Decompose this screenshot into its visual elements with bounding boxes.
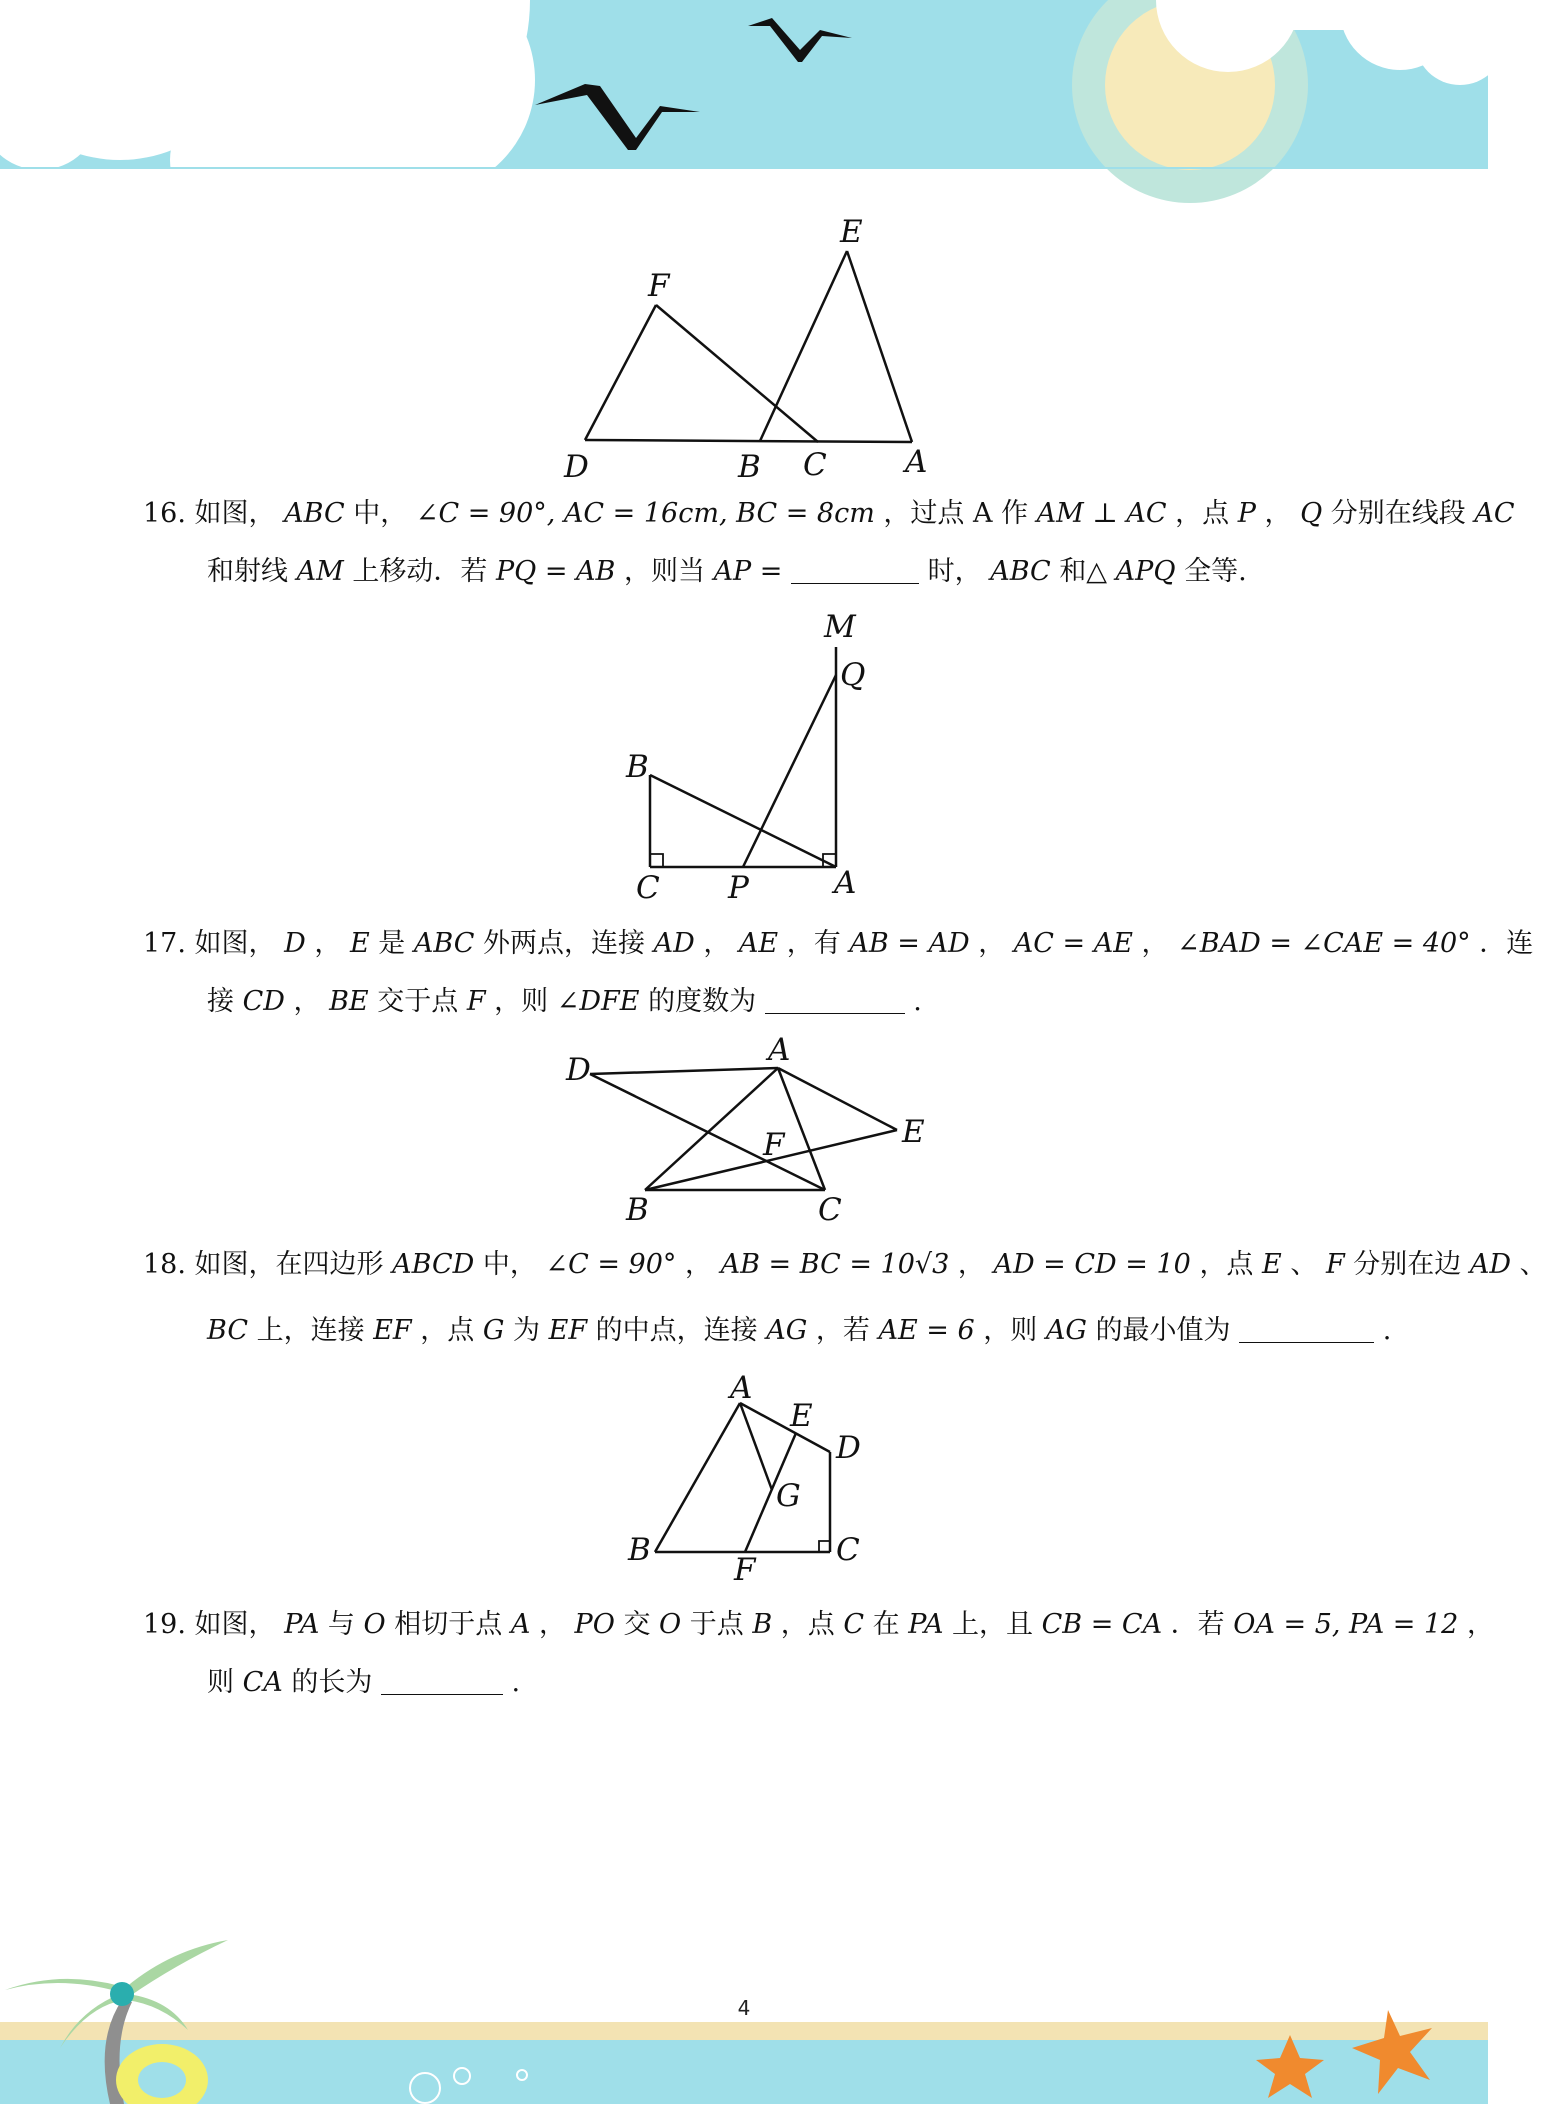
text: ，有 [786, 928, 850, 959]
label-d: D [566, 1052, 591, 1088]
answer-blank[interactable] [1239, 1312, 1374, 1343]
math: AM [296, 556, 344, 587]
math: EF [548, 1315, 588, 1346]
math: APQ [1115, 556, 1176, 587]
text: 全等. [1184, 556, 1247, 587]
math: BE [329, 986, 369, 1017]
label-a: A [730, 1370, 753, 1406]
label-e: E [840, 214, 863, 250]
text: 于点 [689, 1609, 753, 1640]
text: 和射线 [207, 556, 297, 587]
math: AP = [713, 556, 783, 587]
geometry-diagram [560, 205, 940, 495]
math: PO [574, 1609, 615, 1640]
math: Q [1300, 498, 1323, 529]
text: ，则 [494, 986, 557, 1017]
label-c: C [818, 1192, 842, 1228]
text: 接 [207, 986, 243, 1017]
header-sky-decoration [0, 0, 1488, 168]
segment-ea [847, 251, 912, 442]
segment-ae [778, 1068, 897, 1130]
math: ∠C = 90° [545, 1249, 677, 1280]
text: 交于点 [377, 986, 467, 1017]
segment-ad [740, 1403, 830, 1452]
text: ，点 [1199, 1249, 1263, 1280]
math: AG [1045, 1315, 1087, 1346]
question-17-line-2 [143, 982, 1533, 1022]
math: G [482, 1315, 505, 1346]
text: 的度数为 [648, 986, 757, 1017]
text: ．若 [1170, 1609, 1234, 1640]
math: E [349, 928, 370, 959]
answer-blank[interactable] [791, 553, 919, 584]
label-c: C [636, 870, 660, 906]
segment-be [760, 251, 847, 441]
segment-ag [740, 1403, 772, 1490]
label-e: E [902, 1114, 925, 1150]
question-19-line-2 [143, 1663, 1494, 1703]
text: 的最小值为 [1095, 1315, 1231, 1346]
segment-ac [778, 1068, 825, 1190]
text: 、 [1519, 1249, 1547, 1280]
text: ，点 [1175, 498, 1238, 529]
text: 分别在线段 [1330, 498, 1475, 529]
math: AG [766, 1315, 808, 1346]
label-p: P [728, 870, 749, 906]
math: A [510, 1609, 531, 1640]
geometry-diagram [560, 1030, 940, 1230]
segment-pq [743, 675, 836, 867]
label-b: B [628, 1532, 651, 1568]
right-angle-c [650, 854, 663, 867]
text: 如图， [194, 498, 276, 529]
text: . [1382, 1315, 1392, 1346]
question-number: 19. [143, 1609, 186, 1640]
text: ，过点 A 作 [883, 498, 1037, 529]
text: ， [978, 928, 1006, 959]
math: PQ = AB [495, 556, 616, 587]
text: ， [1466, 1609, 1494, 1640]
text: 如图， [194, 928, 276, 959]
label-a: A [905, 444, 928, 480]
math: ABC [284, 498, 345, 529]
text: 与 [327, 1609, 364, 1640]
question-number: 18. [143, 1249, 186, 1280]
math: AB = BC = 10√3 [720, 1249, 950, 1280]
math: AD [1469, 1249, 1512, 1280]
math: BC [207, 1315, 249, 1346]
label-d: D [564, 449, 589, 485]
label-a: A [834, 865, 857, 901]
question-16 [143, 494, 1515, 592]
text: 如图，在四边形 [194, 1249, 393, 1280]
label-a: A [768, 1032, 791, 1068]
segment-ab [655, 1403, 740, 1552]
label-g: G [776, 1478, 801, 1514]
text: ， [293, 986, 321, 1017]
sea-strip [0, 2038, 1488, 2104]
math: PA [908, 1609, 944, 1640]
math: D [284, 928, 306, 959]
math: AC = AE [1013, 928, 1133, 959]
math: F [466, 986, 486, 1017]
question-16-line-2 [143, 552, 1515, 592]
answer-blank[interactable] [381, 1664, 503, 1695]
text: 相切于点 [394, 1609, 511, 1640]
math: C [843, 1609, 865, 1640]
text: ，点 [780, 1609, 844, 1640]
label-d: D [836, 1430, 861, 1466]
right-angle-c [819, 1541, 830, 1552]
text: ，点 [420, 1315, 483, 1346]
label-f: F [648, 268, 670, 304]
text: ， [957, 1249, 985, 1280]
text: 在 [872, 1609, 909, 1640]
math: O [659, 1609, 682, 1640]
math: E [1262, 1249, 1282, 1280]
text: 分别在边 [1353, 1249, 1470, 1280]
math: OA = 5, PA = 12 [1233, 1609, 1459, 1640]
text: ， [314, 928, 342, 959]
label-b: B [626, 749, 649, 785]
math: AE = 6 [878, 1315, 975, 1346]
segment-da [590, 1068, 778, 1074]
label-f: F [734, 1552, 756, 1588]
text: 如图， [194, 1609, 276, 1640]
math: B [752, 1609, 773, 1640]
math: ABC [413, 928, 475, 959]
answer-blank[interactable] [765, 983, 905, 1014]
figure-16 [610, 605, 910, 910]
question-18-line-2 [143, 1311, 1547, 1351]
label-b: B [626, 1192, 649, 1228]
text: 上，连接 [256, 1315, 374, 1346]
math: CA [242, 1667, 283, 1698]
math: F [1325, 1249, 1345, 1280]
text: ， [538, 1609, 566, 1640]
text: 的中点，连接 [595, 1315, 767, 1346]
segment-ba [650, 775, 836, 867]
text: ，若 [815, 1315, 879, 1346]
math: AM ⊥ AC [1036, 498, 1167, 529]
label-e: E [790, 1398, 813, 1434]
text: 外两点，连接 [482, 928, 654, 959]
text: 中， [482, 1249, 537, 1280]
coconut-icon [110, 1982, 134, 2006]
text: 、 [1290, 1249, 1318, 1280]
question-17 [143, 924, 1533, 1022]
text: ， [1141, 928, 1169, 959]
label-c: C [836, 1532, 860, 1568]
segment-fc [656, 305, 818, 442]
text: ，则 [983, 1315, 1046, 1346]
math: AE [738, 928, 779, 959]
segment-df [585, 305, 656, 440]
text: . [913, 986, 922, 1017]
figure-17 [560, 1030, 940, 1230]
math: P [1237, 498, 1256, 529]
text: 交 [623, 1609, 660, 1640]
math: O [363, 1609, 386, 1640]
math: CB = CA [1041, 1609, 1163, 1640]
math: ∠C = 90°, AC = 16cm, BC = 8cm [415, 498, 875, 529]
text: 上，且 [952, 1609, 1042, 1640]
text: 中， [353, 498, 408, 529]
text: 为 [513, 1315, 549, 1346]
cloud-left-icon [0, 0, 535, 220]
question-19 [143, 1605, 1494, 1703]
label-m: M [824, 609, 856, 645]
label-f: F [763, 1127, 785, 1163]
math: AB = AD [849, 928, 970, 959]
math: AD [653, 928, 695, 959]
text: ．连 [1479, 928, 1534, 959]
text: ， [685, 1249, 713, 1280]
figure-18 [620, 1370, 900, 1588]
math: PA [284, 1609, 320, 1640]
text: 是 [378, 928, 414, 959]
label-c: C [803, 447, 827, 483]
math: ∠BAD = ∠CAE = 40° [1177, 928, 1471, 959]
geometry-diagram [620, 1370, 900, 1588]
question-number: 16. [143, 498, 186, 529]
text: 时， [927, 556, 982, 587]
text: ， [1264, 498, 1292, 529]
footer-beach-decoration [0, 1930, 1488, 2104]
math: ABCD [392, 1249, 475, 1280]
segment-da [585, 440, 912, 442]
segment-ab [645, 1068, 778, 1190]
label-q: Q [840, 657, 866, 693]
text: ， [703, 928, 731, 959]
math: ∠DFE [556, 986, 640, 1017]
page-number: 4 [737, 1996, 751, 2020]
text: 则 [207, 1667, 243, 1698]
sand-strip [0, 2022, 1488, 2040]
text: . [511, 1667, 521, 1698]
math: EF [373, 1315, 412, 1346]
math: AC [1474, 498, 1515, 529]
geometry-diagram [610, 605, 910, 910]
label-b: B [738, 449, 761, 485]
math: ABC [990, 556, 1051, 587]
text: 上移动．若 [352, 556, 496, 587]
math: AD = CD = 10 [993, 1249, 1191, 1280]
text: 和△ [1059, 556, 1108, 587]
math: CD [242, 986, 285, 1017]
text: 的长为 [291, 1667, 373, 1698]
question-number: 17. [143, 928, 186, 959]
question-18 [143, 1245, 1547, 1351]
figure-triangles-def [560, 205, 940, 495]
text: ，则当 [623, 556, 714, 587]
